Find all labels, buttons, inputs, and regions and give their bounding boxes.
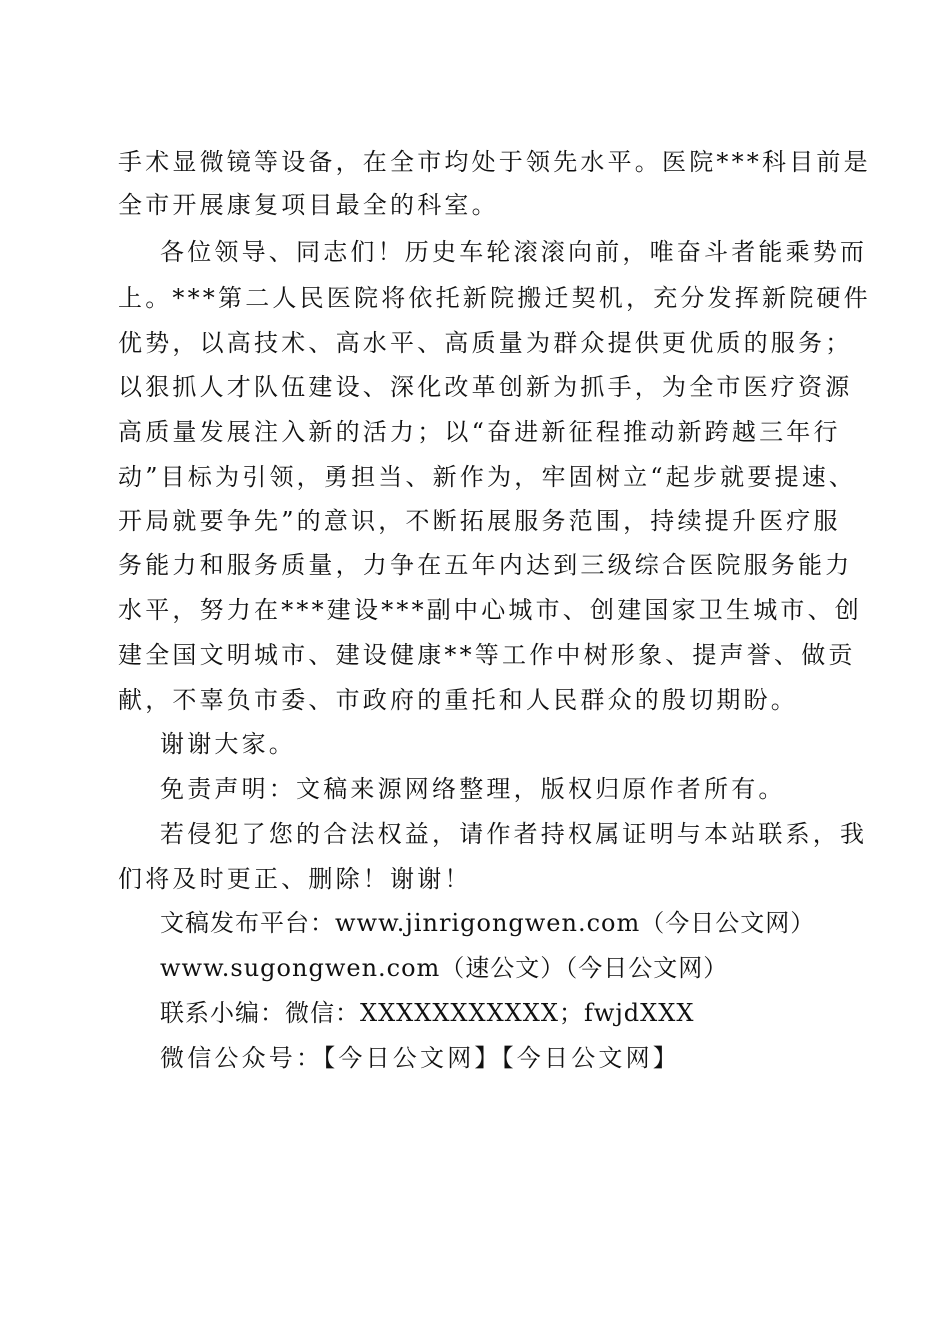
text-line-7: 高质量发展注入新的活力；以“奋进新征程推动新跨越三年行 [118,418,841,446]
text-line-10: 务能力和服务质量，力争在五年内达到三级综合医院服务能力 [118,551,853,579]
text-line-2: 全市开展康复项目最全的科室。 [118,191,499,219]
text-line-6: 以狠抓人才队伍建设、深化改革创新为抓手，为全市医疗资源 [118,373,853,401]
wechat-account-line: 微信公众号：【今日公文网】【今日公文网】 [160,1044,680,1072]
text-line-14: 谢谢大家。 [160,730,296,758]
text-line-5: 优势，以高技术、高水平、高质量为群众提供更优质的服务； [118,329,853,357]
text-line-4: 上。***第二人民医院将依托新院搬迁契机，充分发挥新院硬件 [118,284,871,312]
text-line-17: 们将及时更正、删除！谢谢！ [118,865,472,893]
text-line-3: 各位领导、同志们！历史车轮滚滚向前，唯奋斗者能乘势而 [160,238,868,266]
text-line-1: 手术显微镜等设备，在全市均处于领先水平。医院***科目前是 [118,148,871,176]
text-line-9: 开局就要争先”的意识，不断拓展服务范围，持续提升医疗服 [118,507,841,535]
text-line-13: 献，不辜负市委、市政府的重托和人民群众的殷切期盼。 [118,686,798,714]
text-line-16: 若侵犯了您的合法权益，请作者持权属证明与本站联系，我 [160,820,868,848]
contact-line: 联系小编：微信：XXXXXXXXXXX；fwjdXXX [160,999,695,1027]
platform-line: 文稿发布平台：www.jinrigongwen.com（今日公文网） [160,909,816,937]
text-line-12: 建全国文明城市、建设健康**等工作中树形象、提声誉、做贡 [118,641,856,669]
text-line-11: 水平，努力在***建设***副中心城市、创建国家卫生城市、创 [118,596,862,624]
disclaimer-line: 免责声明：文稿来源网络整理，版权归原作者所有。 [160,775,786,803]
website-line: www.sugongwen.com（速公文）（今日公文网） [160,954,729,982]
text-line-8: 动”目标为引领，勇担当、新作为，牢固树立“起步就要提速、 [118,463,857,491]
